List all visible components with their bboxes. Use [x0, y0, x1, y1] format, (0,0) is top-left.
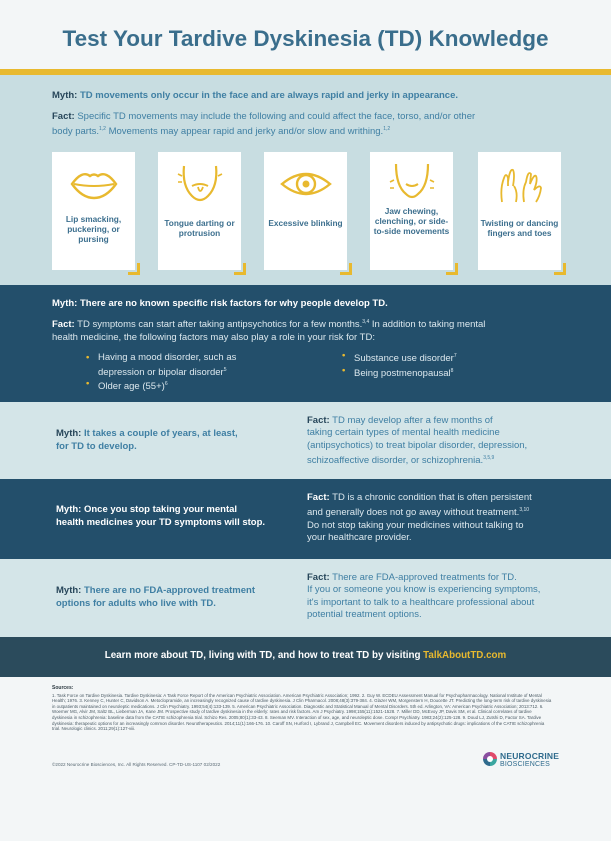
- logo-mark-icon: [482, 751, 498, 767]
- fact-ref: 3,4: [362, 319, 370, 325]
- eye-icon: [280, 162, 332, 206]
- myth-statement: [56, 584, 276, 610]
- logo-subname: BIOSCIENCES: [500, 761, 551, 768]
- fact-text-1b: In addition to taking mental: [369, 319, 486, 331]
- myth-section-onset: [0, 402, 611, 479]
- neurocrine-logo: [482, 750, 562, 772]
- fact-text-2: health medicine, the following factors may also play a role in your risk for TD:: [52, 332, 375, 344]
- myth-label: Myth:: [52, 90, 78, 101]
- sources-block: [52, 686, 552, 732]
- risk-ref: 6: [164, 381, 168, 387]
- risk-text: Having a mood disorder, such as: [98, 352, 237, 363]
- myth-text: Myth: Once you stop taking your mental: [56, 504, 238, 515]
- symptom-label: Lip smacking, puckering, or pursing: [65, 214, 122, 244]
- fact-text: it's important to talk to a healthcare professional about: [307, 596, 535, 608]
- risk-item-mood: • Having a mood disorder, such as depression or bipolar disorder$^5$: [86, 352, 237, 379]
- fact-text: your healthcare provider.: [307, 532, 412, 544]
- risk-text: Being postmenopausal: [354, 368, 451, 380]
- symptom-card-tongue: [158, 152, 241, 270]
- fact-label: Fact:: [52, 319, 75, 331]
- sources-heading: Sources:: [52, 685, 74, 691]
- symptom-label: Tongue darting or protrusion: [164, 218, 235, 238]
- symptom-label: Twisting or dancing fingers and toes: [480, 218, 559, 238]
- symptom-label: Excessive blinking: [268, 218, 343, 228]
- jaw-icon: [386, 162, 438, 206]
- myth-statement: [52, 90, 458, 101]
- fact-text: TD is a chronic condition that is often persistent: [329, 492, 532, 503]
- symptom-card-lips: [52, 152, 135, 270]
- fact-statement: [52, 110, 532, 138]
- myth-text: options for adults who live with TD.: [56, 598, 216, 609]
- myth-text: for TD to develop.: [56, 441, 137, 452]
- hands-icon: [494, 162, 546, 206]
- fact-text: TD may develop after a few months of: [329, 415, 493, 426]
- myth-text: It takes a couple of years, at least,: [81, 428, 238, 439]
- fact-text-1: Specific TD movements may include the following and could affect the face, torso, and/or other: [77, 111, 476, 122]
- myth-text: TD movements only occur in the face and are always rapid and jerky in appearance.: [79, 90, 458, 101]
- learn-more-banner: [0, 637, 611, 677]
- lips-icon: [68, 162, 120, 206]
- fact-text: If you or someone you know is experiencing symptoms,: [307, 584, 541, 596]
- fact-ref: 3,10: [519, 507, 530, 514]
- myth-text: There are no FDA-approved treatment: [81, 585, 255, 596]
- fact-text-3: Movements may appear rapid and jerky and/or slow and writhing.: [105, 126, 384, 138]
- myth-text: health medicines your TD symptoms will stop.: [56, 517, 266, 528]
- myth-statement: [56, 427, 256, 453]
- risk-item-substance: • Substance use disorder$^7$: [342, 350, 457, 365]
- risk-ref: 5: [223, 367, 227, 373]
- risk-item-postmenopausal: • Being postmenopausal$^8$: [342, 365, 454, 380]
- fact-label: Fact:: [307, 572, 330, 583]
- fact-ref: 3,5,9: [483, 455, 495, 462]
- myth-section-risk-factors: [0, 285, 611, 402]
- symptom-card-jaw: [370, 152, 453, 270]
- risk-text: Older age (55+): [98, 381, 165, 393]
- fact-text: schizoaffective disorder, or schizophrenia.: [307, 455, 484, 467]
- fact-text-1: TD symptoms can start after taking antipsychotics for a few months.: [74, 319, 363, 331]
- fact-label: Fact:: [307, 415, 330, 426]
- copyright-text: ©2022 Neurocrine Biosciences, Inc. All Rights Reserved. CP-TD-US-1107 02/2022: [52, 762, 221, 767]
- fact-label: Fact:: [52, 111, 75, 122]
- symptom-card-eye: [264, 152, 347, 270]
- fact-statement: [307, 415, 557, 468]
- myth-statement: Myth: There are no known specific risk factors for why people develop TD.: [52, 298, 388, 309]
- fact-ref: 1,2: [383, 126, 391, 132]
- logo-name: NEUROCRINE: [500, 751, 560, 761]
- fact-statement: [307, 572, 567, 622]
- website-link[interactable]: TalkAboutTD.com: [423, 650, 507, 661]
- fact-text: Do not stop taking your medicines without talking to: [307, 519, 524, 531]
- myth-section-stopping: [0, 479, 611, 559]
- fact-statement: [307, 492, 567, 545]
- symptom-card-hands: [478, 152, 561, 270]
- page-title: Test Your Tardive Dyskinesia (TD) Knowledge: [62, 26, 549, 51]
- tongue-icon: [174, 162, 226, 206]
- risk-text: Substance use disorder: [354, 353, 454, 365]
- fact-text: taking certain types of mental health medicine: [307, 427, 500, 439]
- fact-text: and generally does not go away without treatment.: [307, 507, 520, 519]
- myth-section-movements: [0, 75, 611, 285]
- fact-statement: [52, 316, 542, 344]
- risk-ref: 7: [453, 353, 457, 359]
- myth-statement: [56, 503, 296, 529]
- symptom-label: Jaw chewing, clenching, or side-to-side movements: [373, 206, 450, 236]
- myth-section-treatment: [0, 559, 611, 637]
- sources-text: 1. Task Force on Tardive Dyskinesia. Tardive Dyskinesia: A Task Force Report of the American Psychiatric Association. American Psychiatric Association; 1992. 2. Guy W. ECDEU Assessment Manual for Psychopharmacology. National Institute of Mental Health; 1976. 3. Kenney C, Hunter C, Davidson A. Metoclopramide, an increasingly recognized cause of tardive dyskinesia. J Clin Pharmacol. 2008;48(3):379-384. 4. Glazer WM, Morgenstern H, Doucette JT. Predicting the long-term risk of tardive dyskinesia in outpatients maintained on neuroleptic medications. J Clin Psychiatry. 1993;54(4):133-139. 5. American Psychiatric Association. Diagnostic and Statistical Manual of Mental Disorders. 5th ed. Arlington, VA: American Psychiatric Association; 2013:712. 6. Woerner MG, Alvir JM, Saltz BL, Lieberman JA, Kane JM. Prospective study of tardive dyskinesia in the elderly: rates and risk factors. Am J Psychiatry. 1998;155(11):1521-1528. 7. Miller DD, McEvoy JP, Davis SM, et al. Clinical correlates of tardive dyskinesia in schizophrenia: baseline data from the CATIE schizophrenia trial. Schizo Res. 2005;80(1):33-43. 8. Seeman MV. Interaction of sex, age, and neuroleptic dose. Compr Psychiatry. 1983;24(2):125-128. 9. Doud LJ, Zutshi D, Factor SA. Tardive dyskinesia: therapeutic options for an increasingly common disorder. Neurotherapeutics. 2014;11(1):166-176. 10. Caroff SN, Hurford I, Lybrand J, Campbell EC. Movement disorders induced by antipsychotic drugs: implications of the CATIE schizophrenia trial. Neurologic clinics. 2011;29(1):127-viii.: [52, 692, 552, 732]
- fact-text: There are FDA-approved treatments for TD.: [329, 572, 517, 583]
- fact-text-2: body parts.: [52, 126, 99, 138]
- fact-ref: 1,2: [99, 126, 106, 132]
- banner-text: Learn more about TD, living with TD, and how to treat TD by visiting: [104, 650, 424, 661]
- fact-label: Fact:: [307, 492, 330, 503]
- risk-item-age: • Older age $(55+)^6$: [86, 378, 168, 393]
- fact-text: potential treatment options.: [307, 609, 422, 621]
- risk-ref: 8: [450, 368, 454, 374]
- myth-label: Myth:: [56, 428, 82, 439]
- risk-text: depression or bipolar disorder: [98, 367, 224, 379]
- fact-text: (antipsychotics) to treat bipolar disorder, depression,: [307, 439, 528, 451]
- learn-more-text: [0, 650, 611, 661]
- myth-label: Myth:: [56, 585, 82, 596]
